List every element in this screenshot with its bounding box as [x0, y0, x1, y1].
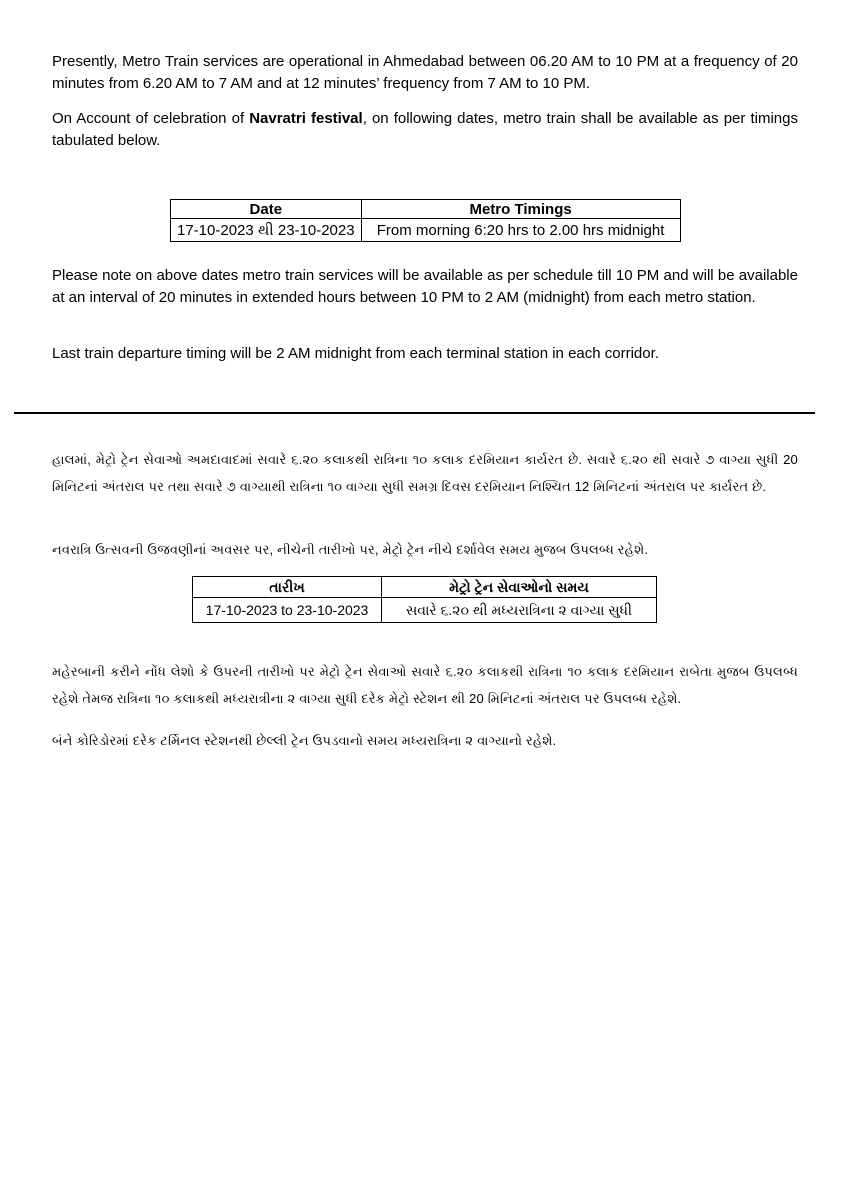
table-row — [193, 598, 657, 623]
table-row — [171, 219, 681, 242]
english-paragraph-current-services: Presently, Metro Train services are operational in Ahmedabad between 06.20 AM to 10 PM at a frequency of 20 minutes from 6.20 AM to 7 AM and at 12 minutes’ frequency from 7 AM to 10 PM. — [52, 53, 798, 92]
english-paragraph-extended-hours: Please note on above dates metro train services will be available as per schedule till 10 PM and will be available at an interval of 20 minutes in extended hours between 10 PM to 2 AM (midnight) from each metro station. — [52, 267, 798, 306]
gujarati-paragraph-current-services: હાલમાં, મેટ્રો ટ્રેન સેવાઓ અમદાવાદમાં સવારે ૬.૨૦ કલાકથી રાત્રિના ૧૦ કલાક દરમિયાન કાર્યરત છે. સવારે ૬.૨૦ થી સવારે ૭ વાગ્યા સુધી 20 મિનિટનાં અંતરાલ પર તથા સવારે ૭ વાગ્યાથી રાત્રિના ૧૦ વાગ્યા સુધી સમગ્ર દિવસ દરમિયાન નિશ્ચિત 12 મિનિટનાં અંતરાલ પર કાર્યરત છે. — [52, 452, 798, 494]
gujarati-paragraph-last-train: બંને કોરિડોરમાં દરેક ટર્મિનલ સ્ટેશનથી છેલ્લી ટ્રેન ઉપડવાનો સમય મધ્યરાત્રિના ૨ વાગ્યાનો રહેશે. — [52, 733, 557, 748]
section-divider — [14, 412, 815, 414]
cell-metro-timings: From morning 6:20 hrs to 2.00 hrs midnight — [361, 219, 680, 242]
gujarati-paragraph-navratri-intro: નવરાત્રિ ઉત્સવની ઉજવણીનાં અવસર પર, નીચેની તારીખો પર, મેટ્રો ટ્રેન નીચે દર્શાવેલ સમય મુજબ ઉપલબ્ધ રહેશે. — [52, 542, 649, 557]
table-header-row — [171, 200, 681, 219]
gujarati-paragraph-extended-hours: મહેરબાની કરીને નોંધ લેશો કે ઉપરની તારીખો પર મેટ્રો ટ્રેન સેવાઓ સવારે ૬.૨૦ કલાકથી રાત્રિના ૧૦ કલાક દરમિયાન રાબેતા મુજબ ઉપલબ્ધ રહેશે તેમજ રાત્રિના ૧૦ કલાકથી મધ્યરાત્રીના ૨ વાગ્યા સુધી દરેક મેટ્રો સ્ટેશન થી 20 મિનિટનાં અંતરાલ પર ઉપલબ્ધ રહેશે. — [52, 664, 798, 706]
cell-date-range-gujarati: 17-10-2023 to 23-10-2023 — [193, 598, 382, 623]
column-header-metro-timings-gujarati: મેટ્રો ટ્રેન સેવાઓનો સમય — [382, 577, 657, 598]
intro-text-start: On Account of celebration of — [52, 110, 250, 127]
english-paragraph-last-train: Last train departure timing will be 2 AM midnight from each terminal station in each corridor. — [52, 345, 659, 362]
cell-metro-timings-gujarati: સવારે ૬.૨૦ થી મધ્યરાત્રિના ૨ વાગ્યા સુધી — [382, 598, 657, 623]
english-timings-table — [170, 199, 681, 242]
intro-text-end: , on following dates, metro train shall be available as per timings tabulated below. — [52, 110, 798, 149]
gujarati-timings-table — [192, 576, 657, 623]
navratri-festival-bold: Navratri festival — [249, 110, 363, 127]
cell-date-range: 17-10-2023 થી 23-10-2023 — [171, 219, 362, 242]
english-paragraph-navratri-intro — [52, 108, 798, 152]
column-header-date-gujarati: તારીખ — [193, 577, 382, 598]
column-header-date: Date — [171, 200, 362, 219]
table-header-row — [193, 577, 657, 598]
column-header-metro-timings: Metro Timings — [361, 200, 680, 219]
